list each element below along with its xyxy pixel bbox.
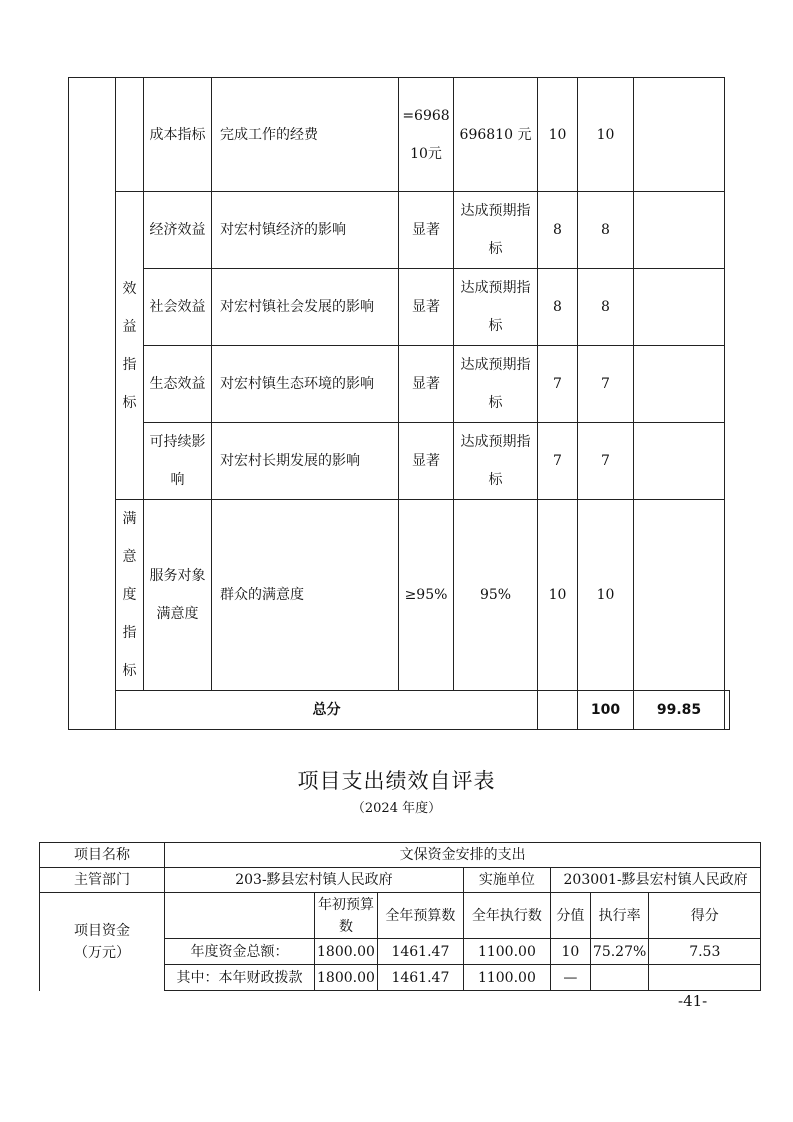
benefit-score: 8	[578, 269, 634, 346]
fund-score	[649, 965, 761, 991]
benefit-category: 生态效益	[149, 376, 206, 392]
total-label: 总分	[116, 691, 538, 730]
benefit-score: 7	[578, 423, 634, 500]
blank-level2-cell	[116, 78, 144, 192]
project-name-row	[40, 843, 761, 868]
project-name-label: 项目名称	[40, 843, 165, 868]
benefit-group-label: 效益指标	[122, 280, 137, 411]
total-row	[69, 691, 730, 730]
fund-rate: 75.27%	[590, 939, 648, 965]
satisfaction-score: 10	[578, 500, 634, 691]
benefit-indicator-name: 对宏村镇经济的影响	[212, 192, 399, 269]
cost-row	[69, 78, 730, 192]
benefit-target: 显著	[399, 423, 454, 500]
satisfaction-note	[634, 500, 725, 691]
cost-indicator-name: 完成工作的经费	[212, 78, 399, 192]
total-weight: 100	[578, 691, 634, 730]
fund-row-label: 年度资金总额：	[165, 939, 315, 965]
fund-label: 项目资金（万元）	[74, 922, 130, 961]
blank-level1-cell	[69, 78, 116, 730]
benefit-target: 显著	[399, 192, 454, 269]
satisfaction-indicator-name: 群众的满意度	[212, 500, 399, 691]
benefit-note	[634, 423, 725, 500]
dept-label: 主管部门	[40, 868, 165, 893]
project-expenditure-table	[39, 842, 761, 991]
fund-rate	[590, 965, 648, 991]
benefit-row	[69, 269, 730, 346]
header-rate: 执行率	[590, 893, 648, 939]
fund-score: 7.53	[649, 939, 761, 965]
benefit-note	[634, 192, 725, 269]
benefit-weight: 7	[538, 346, 578, 423]
benefit-weight: 7	[538, 423, 578, 500]
satisfaction-weight: 10	[538, 500, 578, 691]
benefit-actual: 达成预期指标	[460, 203, 531, 257]
dept-value: 203-黟县宏村镇人民政府	[165, 868, 464, 893]
fund-header-blank	[165, 893, 315, 939]
cost-actual: 696810 元	[454, 78, 538, 192]
benefit-score: 8	[578, 192, 634, 269]
fund-initial: 1800.00	[315, 965, 378, 991]
department-row	[40, 868, 761, 893]
header-annual-budget: 全年预算数	[377, 893, 463, 939]
fund-weight: —	[550, 965, 590, 991]
fund-weight: 10	[550, 939, 590, 965]
page-number: -41-	[678, 992, 708, 1010]
satisfaction-target: ≥95%	[399, 500, 454, 691]
benefit-note	[634, 346, 725, 423]
benefit-category: 经济效益	[149, 222, 206, 238]
header-initial: 年初预算数	[317, 896, 374, 935]
project-name-value: 文保资金安排的支出	[165, 843, 761, 868]
benefit-category: 社会效益	[149, 299, 206, 315]
cost-score: 10	[578, 78, 634, 192]
benefit-indicator-name: 对宏村镇生态环境的影响	[212, 346, 399, 423]
fund-header-row	[40, 893, 761, 939]
satisfaction-group-label: 满意度指标	[122, 511, 137, 679]
benefit-category: 可持续影响	[149, 434, 206, 488]
fund-annual-exec: 1100.00	[463, 939, 550, 965]
cost-target: =696810元	[402, 107, 450, 162]
fund-annual-exec: 1100.00	[463, 965, 550, 991]
page-title: 项目支出绩效自评表	[297, 769, 496, 793]
total-score: 99.85	[634, 691, 725, 730]
benefit-actual: 达成预期指标	[460, 280, 531, 334]
fund-initial: 1800.00	[315, 939, 378, 965]
benefit-indicator-name: 对宏村长期发展的影响	[212, 423, 399, 500]
impl-label: 实施单位	[463, 868, 550, 893]
benefit-weight: 8	[538, 192, 578, 269]
benefit-target: 显著	[399, 346, 454, 423]
benefit-actual: 达成预期指标	[460, 434, 531, 488]
impl-value: 203001-黟县宏村镇人民政府	[550, 868, 760, 893]
fund-annual-budget: 1461.47	[377, 939, 463, 965]
benefit-indicator-name: 对宏村镇社会发展的影响	[212, 269, 399, 346]
performance-indicator-table	[68, 77, 730, 730]
fund-annual-budget: 1461.47	[377, 965, 463, 991]
satisfaction-category: 服务对象满意度	[149, 568, 206, 622]
benefit-note	[634, 269, 725, 346]
benefit-actual: 达成预期指标	[460, 357, 531, 411]
benefit-row	[69, 192, 730, 269]
cost-category: 成本指标	[149, 126, 206, 143]
cost-weight: 10	[538, 78, 578, 192]
header-annual-exec: 全年执行数	[463, 893, 550, 939]
benefit-row	[69, 346, 730, 423]
fund-row-label: 其中：本年财政拨款	[165, 965, 315, 991]
benefit-target: 显著	[399, 269, 454, 346]
header-score: 得分	[649, 893, 761, 939]
total-blank	[538, 691, 578, 730]
header-weight: 分值	[556, 907, 585, 924]
cost-note	[634, 78, 725, 192]
satisfaction-row	[69, 500, 730, 691]
page-subtitle: （2024 年度）	[351, 801, 442, 816]
satisfaction-actual: 95%	[454, 500, 538, 691]
benefit-weight: 8	[538, 269, 578, 346]
total-note	[725, 691, 730, 730]
benefit-row	[69, 423, 730, 500]
benefit-score: 7	[578, 346, 634, 423]
